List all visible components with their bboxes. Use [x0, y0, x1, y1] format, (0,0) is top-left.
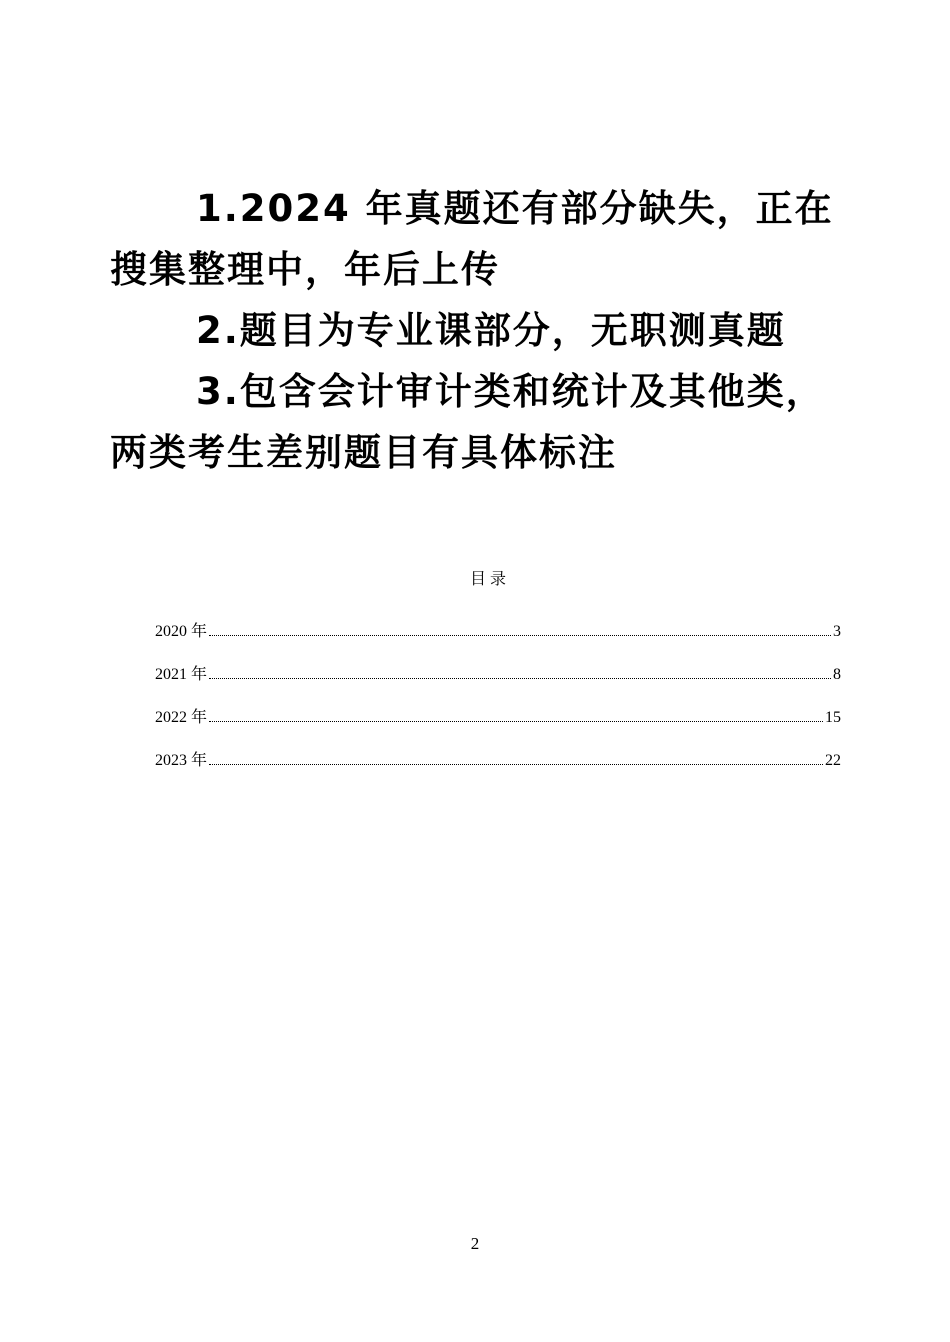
toc-leader-dots	[209, 721, 823, 722]
page-number: 2	[470, 1234, 480, 1253]
toc-leader-dots	[209, 764, 823, 765]
toc-leader-dots	[209, 635, 831, 636]
toc-entry-2020[interactable]	[155, 618, 841, 661]
toc-title: 目录	[469, 569, 510, 588]
toc-entry-2022[interactable]	[155, 704, 841, 747]
toc-leader-dots	[209, 678, 831, 679]
toc-entry-2021[interactable]	[155, 661, 841, 704]
toc-entry-label: 2022 年	[155, 709, 208, 726]
table-of-contents	[155, 618, 841, 790]
toc-entry-label: 2023 年	[155, 752, 208, 769]
toc-entry-label: 2020 年	[155, 623, 208, 640]
toc-entry-page: 3	[833, 623, 841, 640]
toc-entry-page: 22	[825, 752, 841, 769]
note-item: 2.题目为专业课部分，无职测真题	[196, 309, 786, 352]
toc-entry-page: 15	[825, 709, 841, 726]
toc-entry-label: 2021 年	[155, 666, 208, 683]
note-item: 1.2024 年真题还有部分缺失，正在搜集整理中，年后上传	[110, 187, 834, 291]
notes-section	[110, 178, 840, 483]
toc-entry-page: 8	[833, 666, 841, 683]
toc-entry-2023[interactable]	[155, 747, 841, 790]
note-item: 3.包含会计审计类和统计及其他类，两类考生差别题目有具体标注	[110, 370, 825, 474]
